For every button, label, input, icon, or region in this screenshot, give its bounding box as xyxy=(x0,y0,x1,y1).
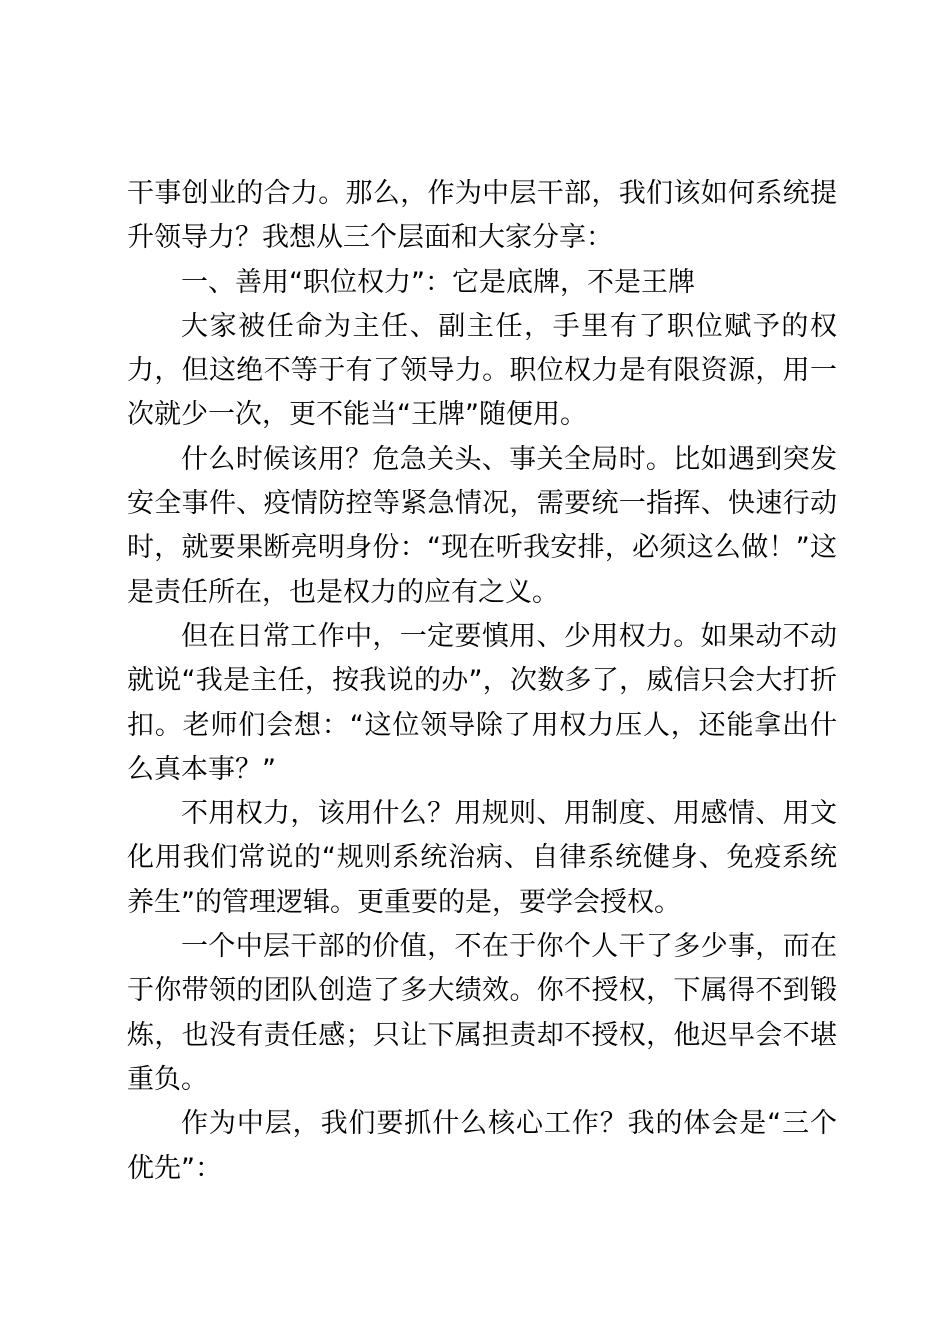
document-body xyxy=(127,172,837,1191)
paragraph: 作为中层，我们要抓什么核心工作？我的体会是“三个优先”： xyxy=(127,1108,837,1184)
paragraph: 什么时候该用？危急关头、事关全局时。比如遇到突发安全事件、疫情防控等紧急情况，需要统一指挥、快速行动时，就要果断亮明身份：“现在听我安排，必须这么做！”这是责任所在，也是权力的应有之义。 xyxy=(127,443,837,608)
paragraph-continuation: 干事创业的合力。那么，作为中层干部，我们该如何系统提升领导力？我想从三个层面和大家分享： xyxy=(127,178,837,254)
paragraph: 大家被任命为主任、副主任，手里有了职位赋予的权力，但这绝不等于有了领导力。职位权力是有限资源，用一次就少一次，更不能当“王牌”随便用。 xyxy=(127,310,837,431)
section-heading: 一、善用“职位权力”：它是底牌，不是王牌 xyxy=(181,266,695,298)
paragraph: 不用权力，该用什么？用规则、用制度、用感情、用文化用我们常说的“规则系统治病、自律系统健身、免疫系统养生”的管理逻辑。更重要的是，要学会授权。 xyxy=(127,798,837,918)
paragraph: 一个中层干部的价值，不在于你个人干了多少事，而在于你带领的团队创造了多大绩效。你不授权，下属得不到锻炼，也没有责任感；只让下属担责却不授权，他迟早会不堪重负。 xyxy=(127,931,837,1095)
paragraph: 但在日常工作中，一定要慎用、少用权力。如果动不动就说“我是主任，按我说的办”，次数多了，威信只会大打折扣。老师们会想：“这位领导除了用权力压人，还能拿出什么真本事？” xyxy=(127,620,837,785)
